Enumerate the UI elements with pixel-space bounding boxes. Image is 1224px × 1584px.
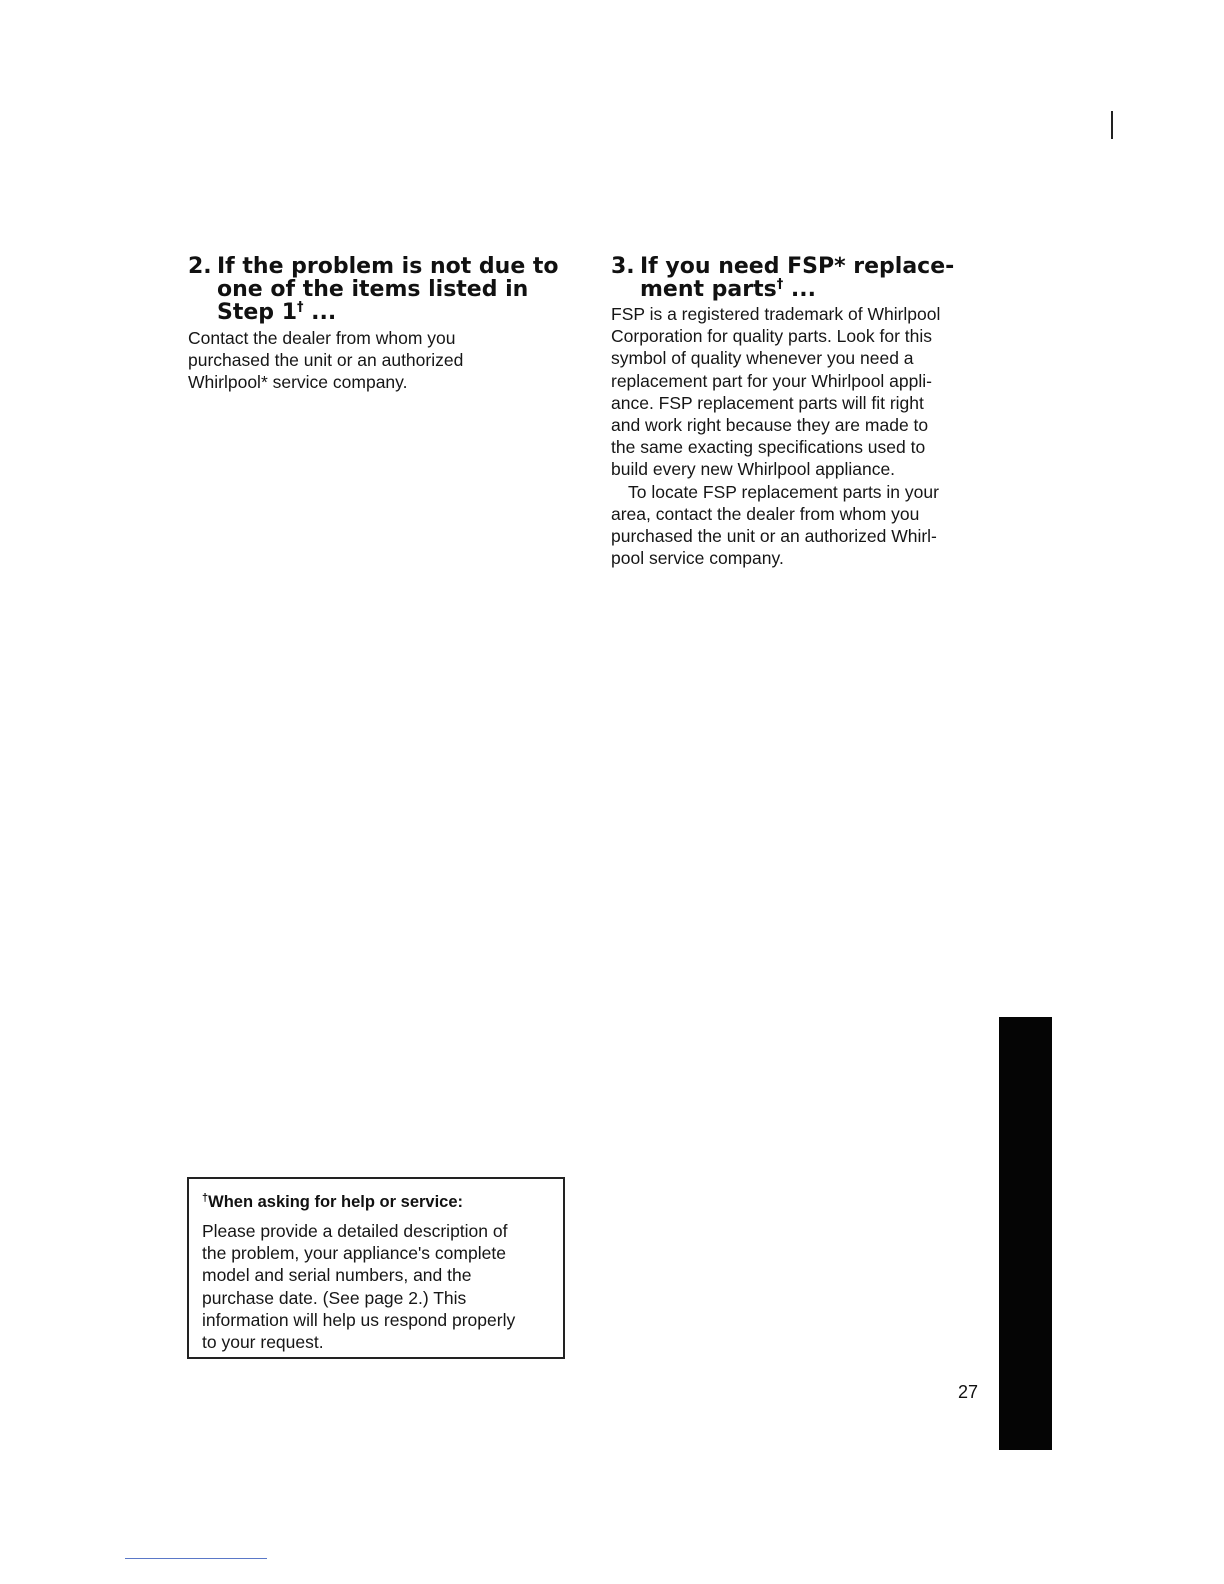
- note-line: purchase date. (See page 2.) This: [202, 1287, 467, 1308]
- dagger-marker: †: [202, 1192, 209, 1204]
- section-2-title-line: one of the items listed in: [217, 277, 529, 302]
- section-3-body: [611, 303, 940, 569]
- margin-mark: [1111, 111, 1113, 139]
- dagger-marker: †: [297, 300, 304, 315]
- body-line: ance. FSP replacement parts will fit right: [611, 392, 924, 413]
- section-2-body: [188, 327, 463, 394]
- section-2-title-line: If the problem is not due to: [217, 254, 559, 279]
- section-3-title-parts: ment parts: [640, 277, 777, 302]
- section-2-heading: [188, 255, 559, 324]
- body-line: pool service company.: [611, 548, 784, 569]
- body-line: To locate FSP replacement parts in your: [628, 481, 939, 502]
- bottom-rule: [125, 1558, 267, 1559]
- note-line: information will help us respond properly: [202, 1309, 516, 1330]
- section-thumb-tab: [999, 1017, 1052, 1450]
- dagger-marker: †: [776, 277, 784, 292]
- note-body: [202, 1220, 515, 1353]
- note-line: Please provide a detailed description of: [202, 1221, 508, 1241]
- note-line: model and serial numbers, and the: [202, 1265, 472, 1286]
- body-line: purchased the unit or an authorized: [188, 350, 464, 371]
- page-number: 27: [958, 1382, 979, 1402]
- note-title-text: When asking for help or service:: [208, 1193, 464, 1211]
- section-2-number: 2.: [188, 254, 212, 279]
- body-line: the same exacting specifications used to: [611, 437, 926, 458]
- note-line: to your request.: [202, 1332, 324, 1353]
- ellipsis: ...: [790, 277, 816, 302]
- body-line: replacement part for your Whirlpool appli-: [611, 370, 932, 391]
- body-line: symbol of quality whenever you need a: [611, 348, 914, 369]
- body-line: purchased the unit or an authorized Whirl-: [611, 526, 937, 547]
- body-line: Whirlpool* service company.: [188, 372, 408, 393]
- section-3-title-line: [611, 278, 954, 301]
- body-line: area, contact the dealer from whom you: [611, 503, 920, 524]
- section-3-title-line: If you need FSP* replace-: [640, 254, 955, 279]
- body-line: Corporation for quality parts. Look for this: [611, 326, 932, 347]
- section-2-title-step: Step 1: [217, 300, 297, 325]
- body-line: and work right because they are made to: [611, 415, 929, 436]
- note-title: [202, 1191, 463, 1213]
- section-2-title-line: [188, 301, 559, 324]
- service-note-box: [187, 1177, 565, 1359]
- body-line: build every new Whirlpool appliance.: [611, 459, 896, 480]
- section-3-heading: [611, 255, 954, 301]
- section-3-number: 3.: [611, 254, 635, 279]
- ellipsis: ...: [311, 300, 337, 325]
- body-line: FSP is a registered trademark of Whirlpool: [611, 304, 941, 324]
- note-line: the problem, your appliance's complete: [202, 1243, 506, 1264]
- body-line: Contact the dealer from whom you: [188, 328, 456, 348]
